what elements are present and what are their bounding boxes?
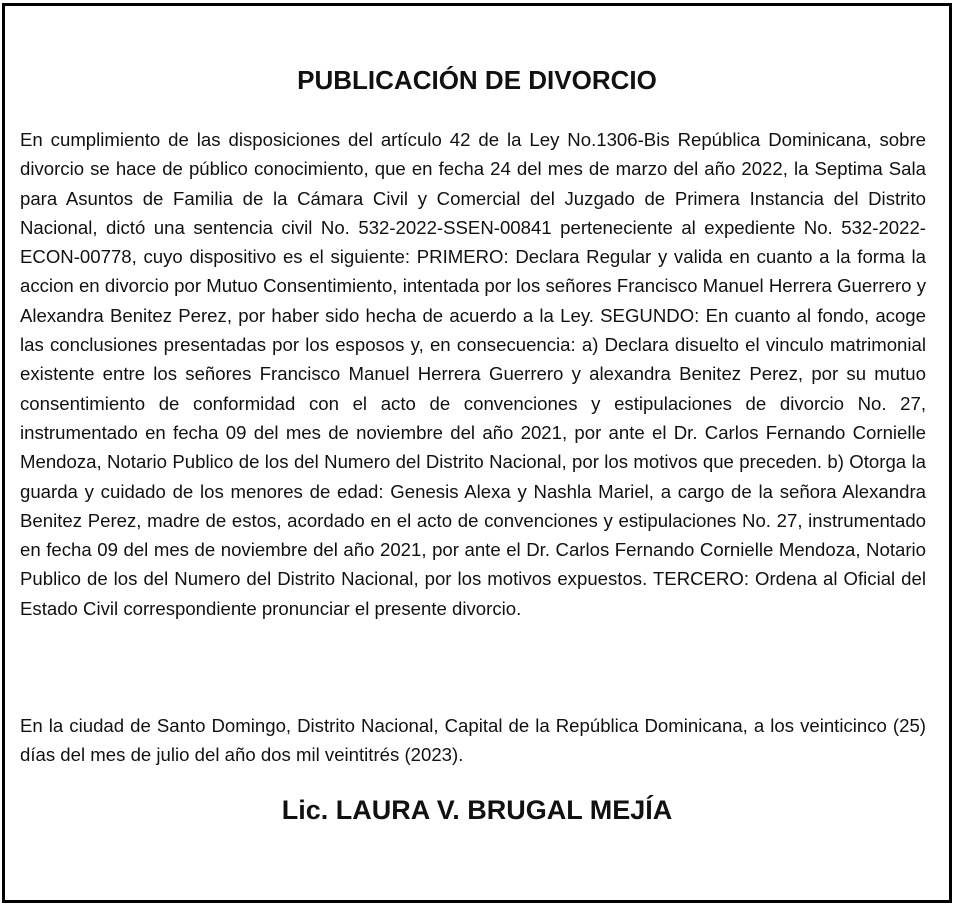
notice-body-paragraph: En cumplimiento de las disposiciones del artículo 42 de la Ley No.1306-Bis República Dominicana, sobre divorcio se hace de público conocimiento, que en fecha 24 del mes de marzo del año 2022, la Septima Sala para Asuntos de Familia de la Cámara Civil y Comercial del Juzgado de Primera Instancia del Distrito Nacional, dictó una sentencia civil No. 532-2022-SSEN-00841 perteneciente al expediente No. 532-2022-ECON-00778, cuyo dispositivo es el siguiente: PRIMERO: Declara Regular y valida en cuanto a la forma la accion en divorcio por Mutuo Consentimiento, intentada por los señores Francisco Manuel Herrera Guerrero y Alexandra Benitez Perez, por haber sido hecha de acuerdo a la Ley. SEGUNDO: En cuanto al fondo, acoge las conclusiones presentadas por los esposos y, en consecuencia: a) Declara disuelto el vinculo matrimonial existente entre los señores Francisco Manuel Herrera Guerrero y alexandra Benitez Perez, por su mutuo consentimiento de conformidad con el acto de convenciones y estipulaciones de divorcio No. 27, instrumentado en fecha 09 del mes de noviembre del año 2021, por ante el Dr. Carlos Fernando Cornielle Mendoza, Notario Publico de los del Numero del Distrito Nacional, por los motivos que preceden. b) Otorga la guarda y cuidado de los menores de edad: Genesis Alexa y Nashla Mariel, a cargo de la señora Alexandra Benitez Perez, madre de estos, acordado en el acto de convenciones y estipulaciones No. 27, instrumentado en fecha 09 del mes de noviembre del año 2021, por ante el Dr. Carlos Fernando Cornielle Mendoza, Notario Publico de los del Numero del Distrito Nacional, por los motivos expuestos. TERCERO: Ordena al Oficial del Estado Civil correspondiente pronunciar el presente divorcio. xyxy=(20,129,926,619)
signature-name: Lic. LAURA V. BRUGAL MEJÍA xyxy=(281,795,673,825)
notice-title: PUBLICACIÓN DE DIVORCIO xyxy=(297,65,657,95)
notice-closing-paragraph: En la ciudad de Santo Domingo, Distrito Nacional, Capital de la República Dominicana, a los veinticinco (25) días del mes de julio del año dos mil veintitrés (2023). xyxy=(20,715,926,766)
